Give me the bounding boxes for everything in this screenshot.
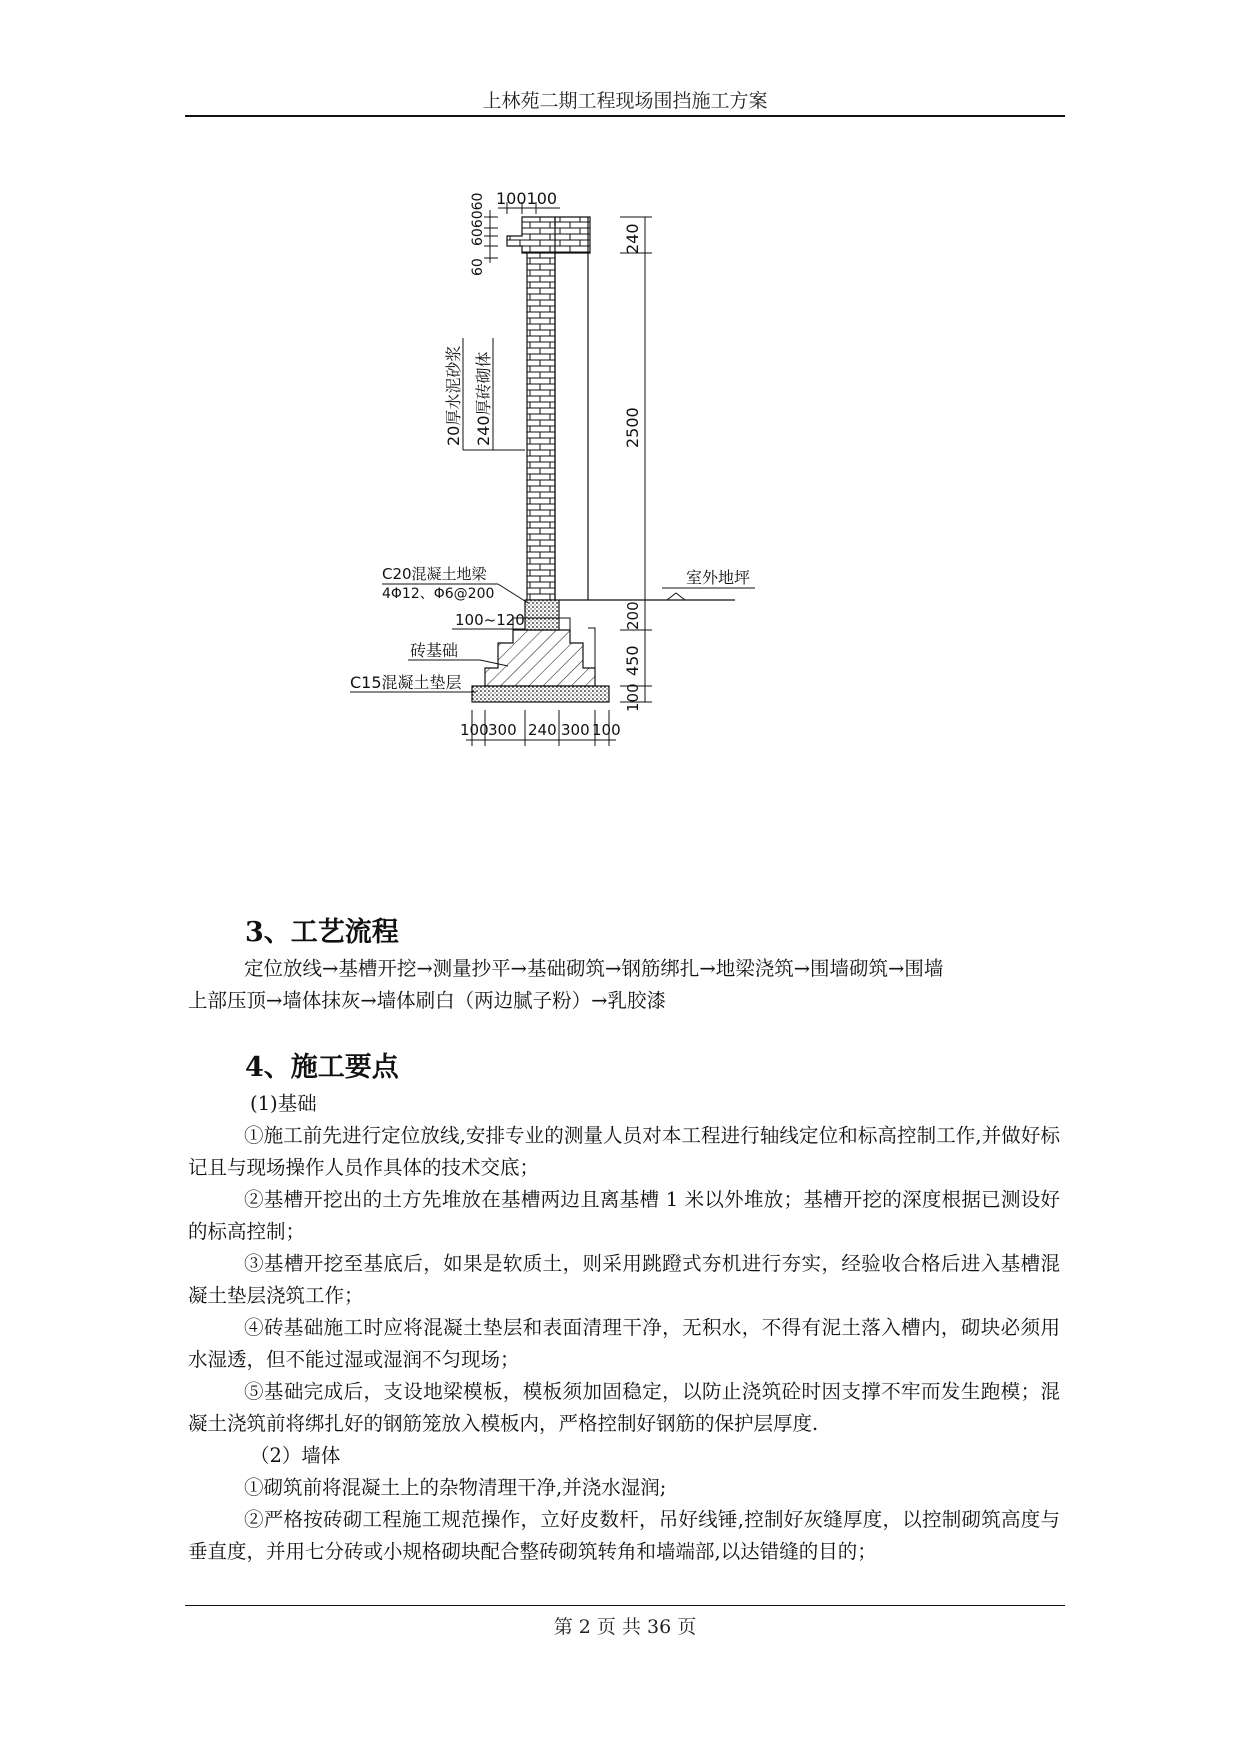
dim-200: 200 xyxy=(624,601,642,630)
wall-section-drawing xyxy=(350,189,840,838)
label-offset: 100~120 xyxy=(455,611,525,629)
dim-450: 450 xyxy=(623,645,642,676)
wall-cap xyxy=(507,217,590,253)
header-rule xyxy=(185,115,1065,117)
foundation-item-2: ②基槽开挖出的土方先堆放在基槽两边且离基槽 1 米以外堆放；基槽开挖的深度根据已测设好的标高控制； xyxy=(188,1188,1060,1243)
process-flow-line2: 上部压顶→墙体抹灰→墙体刷白（两边腻子粉）→乳胶漆 xyxy=(188,989,667,1012)
label-brick: 240厚砖砌体 xyxy=(474,351,493,446)
page-number: 第 2 页 共 36 页 xyxy=(553,1616,697,1638)
section-4-heading: 4、施工要点 xyxy=(245,1052,399,1083)
foundation-item-3: ③基槽开挖至基底后，如果是软质土，则采用跳蹬式夯机进行夯实，经验收合格后进入基槽混凝土垫层浇筑工作； xyxy=(188,1252,1060,1307)
label-brick-foundation: 砖基础 xyxy=(410,641,459,660)
concrete-cushion xyxy=(472,686,609,702)
dim-top-width: 100100 xyxy=(496,189,558,208)
section-3-heading: 3、工艺流程 xyxy=(245,917,399,948)
dim-cap-left: 606060 xyxy=(470,192,486,246)
body-content xyxy=(188,910,1060,1568)
foundation-item-5: ⑤基础完成后，支设地梁模板，模板须加固稳定，以防止浇筑砼时因支撑不牢而发生跑模；混凝土浇筑前将绑扎好的钢筋笼放入模板内，严格控制好钢筋的保护层厚度. xyxy=(188,1380,1060,1435)
subsection-wall: （2）墙体 xyxy=(250,1444,341,1467)
page-header-title: 上林苑二期工程现场围挡施工方案 xyxy=(482,90,768,112)
dim-bottom-1: 100 xyxy=(460,721,489,739)
dim-bottom-2: 300 xyxy=(488,721,517,739)
dim-bottom-5: 100 xyxy=(592,721,621,739)
foundation-item-1: ①施工前先进行定位放线,安排专业的测量人员对本工程进行轴线定位和标高控制工作,并做好标记且与现场操作人员作具体的技术交底； xyxy=(188,1124,1060,1179)
dim-bottom-3: 240 xyxy=(528,721,557,739)
ground-label: 室外地坪 xyxy=(686,568,751,587)
wall-item-1: ①砌筑前将混凝土上的杂物清理干净,并浇水湿润; xyxy=(244,1476,667,1499)
process-flow-line1: 定位放线→基槽开挖→测量抄平→基础砌筑→钢筋绑扎→地梁浇筑→围墙砌筑→围墙 xyxy=(244,957,944,980)
ground-beam xyxy=(525,600,559,630)
wall-item-2: ②严格按砖砌工程施工规范操作，立好皮数杆，吊好线锤,控制好灰缝厚度，以控制砌筑高度与垂直度，并用七分砖或小规格砌块配合整砖砌筑转角和墙端部,以达错缝的目的； xyxy=(188,1508,1060,1563)
brick-wall xyxy=(527,253,555,600)
dim-2500: 2500 xyxy=(623,407,642,448)
dim-bottom-4: 300 xyxy=(561,721,590,739)
dim-cap-left-lower: 60 xyxy=(470,258,486,276)
foundation-item-4: ④砖基础施工时应将混凝土垫层和表面清理干净，无积水，不得有泥土落入槽内，砌块必须用水湿透，但不能过湿或湿润不匀现场； xyxy=(188,1316,1060,1371)
brick-foundation xyxy=(485,630,595,686)
footer-rule xyxy=(185,1605,1065,1606)
label-cushion: C15混凝土垫层 xyxy=(350,673,462,692)
label-rebar: 4Φ12、Φ6@200 xyxy=(382,586,495,602)
label-mortar: 20厚水泥砂浆 xyxy=(444,345,463,446)
subsection-foundation: (1)基础 xyxy=(250,1092,317,1115)
dim-100-right: 100 xyxy=(624,683,642,712)
label-beam: C20混凝土地梁 xyxy=(382,565,487,583)
dim-240: 240 xyxy=(623,223,642,254)
